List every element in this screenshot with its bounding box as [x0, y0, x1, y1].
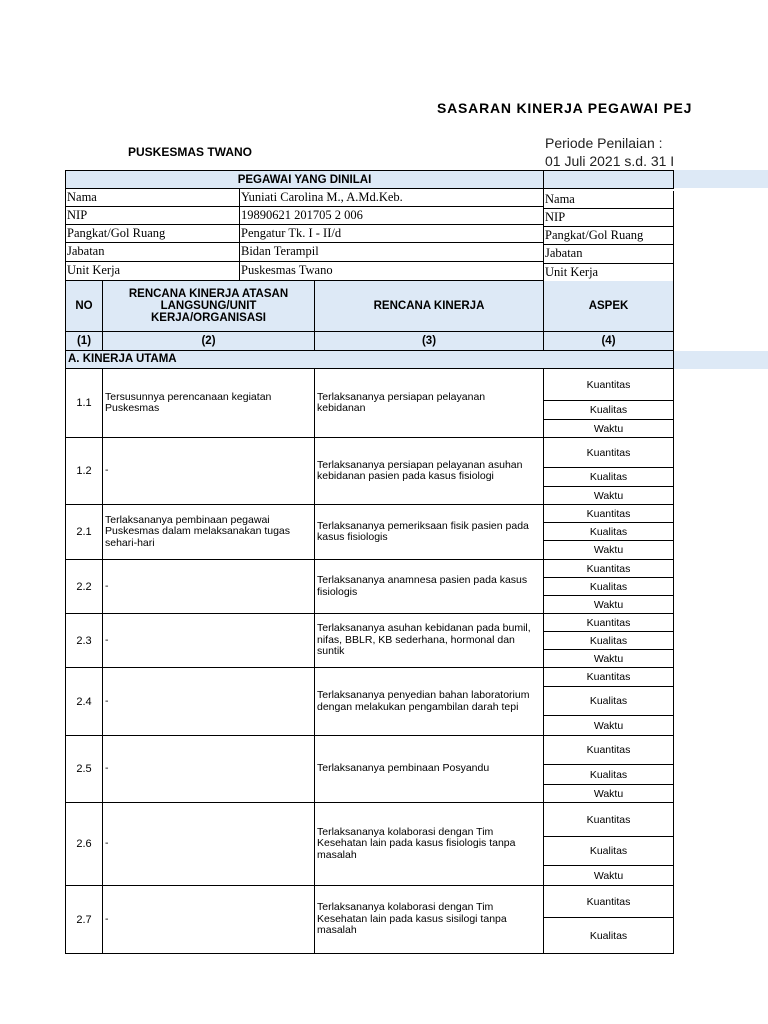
aspect-kualitas: Kualitas — [544, 401, 674, 420]
col-aspek: ASPEK — [544, 281, 674, 332]
row-number: 2.5 — [66, 736, 103, 803]
row-rencana: Terlaksananya persiapan pelayanan asuhan kebidanan pasien pada kasus fisiologi — [315, 438, 544, 505]
aspect-kuantitas: Kuantitas — [544, 369, 674, 401]
row-rencana: Terlaksananya pembinaan Posyandu — [315, 736, 544, 803]
aspect-kualitas: Kualitas — [544, 632, 674, 650]
pegawai-value: Puskesmas Twano — [240, 262, 544, 281]
aspect-kuantitas: Kuantitas — [544, 560, 674, 578]
pegawai-label: Unit Kerja — [66, 262, 240, 281]
aspect-kualitas: Kualitas — [544, 837, 674, 866]
document-title: SASARAN KINERJA PEGAWAI PEJ — [437, 100, 693, 116]
pegawai-value: Yuniati Carolina M., A.Md.Keb. — [240, 189, 544, 207]
aspect-waktu: Waktu — [544, 420, 674, 438]
row-rencana: Terlaksananya penyedian bahan laboratorium dengan melakukan pengambilan darah tepi — [315, 668, 544, 736]
row-atasan: - — [103, 886, 315, 954]
row-atasan: Terlaksananya pembinaan pegawai Puskesmas dalam melaksanakan tugas sehari-hari — [103, 505, 315, 560]
idx-atasan: (2) — [103, 332, 315, 351]
aspect-waktu: Waktu — [544, 716, 674, 736]
aspect-waktu: Waktu — [544, 785, 674, 803]
row-atasan: - — [103, 614, 315, 668]
aspect-kualitas: Kualitas — [544, 523, 674, 541]
row-rencana: Terlaksananya kolaborasi dengan Tim Kesehatan lain pada kasus fisiologis tanpa masalah — [315, 803, 544, 886]
section-kinerja-utama: A. KINERJA UTAMA — [66, 351, 674, 369]
pegawai-value: Bidan Terampil — [240, 243, 544, 262]
pegawai-label: NIP — [66, 207, 240, 225]
col-rencana: RENCANA KINERJA — [315, 281, 544, 332]
row-rencana: Terlaksananya asuhan kebidanan pada bumil, nifas, BBLR, KB sederhana, hormonal dan suntik — [315, 614, 544, 668]
pejabat-header — [544, 171, 674, 189]
aspect-kuantitas: Kuantitas — [544, 438, 674, 468]
col-atasan: RENCANA KINERJA ATASAN LANGSUNG/UNIT KERJA/ORGANISASI — [103, 281, 315, 332]
periode-range: 01 Juli 2021 s.d. 31 I — [545, 153, 675, 169]
aspect-waktu: Waktu — [544, 487, 674, 505]
row-atasan: Tersusunnya perencanaan kegiatan Puskesmas — [103, 369, 315, 438]
right-section-fill — [674, 351, 768, 369]
aspect-waktu: Waktu — [544, 541, 674, 560]
right-header-fill — [674, 170, 768, 188]
aspect-kuantitas: Kuantitas — [544, 668, 674, 687]
aspect-kuantitas: Kuantitas — [544, 886, 674, 918]
aspect-waktu: Waktu — [544, 596, 674, 614]
row-atasan: - — [103, 736, 315, 803]
row-number: 2.3 — [66, 614, 103, 668]
row-number: 2.4 — [66, 668, 103, 736]
pejabat-label: Unit Kerja — [544, 264, 674, 283]
aspect-kuantitas: Kuantitas — [544, 614, 674, 632]
row-number: 1.1 — [66, 369, 103, 438]
row-rencana: Terlaksananya pemeriksaan fisik pasien pada kasus fisiologis — [315, 505, 544, 560]
row-atasan: - — [103, 560, 315, 614]
aspect-kualitas: Kualitas — [544, 918, 674, 954]
aspect-waktu: Waktu — [544, 866, 674, 886]
row-atasan: - — [103, 438, 315, 505]
idx-no: (1) — [66, 332, 103, 351]
pegawai-header: PEGAWAI YANG DINILAI — [66, 171, 544, 189]
row-atasan: - — [103, 668, 315, 736]
aspect-kuantitas: Kuantitas — [544, 803, 674, 837]
row-number: 2.6 — [66, 803, 103, 886]
pegawai-label: Nama — [66, 189, 240, 207]
row-number: 2.2 — [66, 560, 103, 614]
row-rencana: Terlaksananya persiapan pelayanan kebidanan — [315, 369, 544, 438]
aspect-waktu: Waktu — [544, 650, 674, 668]
row-rencana: Terlaksananya anamnesa pasien pada kasus fisiologis — [315, 560, 544, 614]
row-number: 2.1 — [66, 505, 103, 560]
aspect-kuantitas: Kuantitas — [544, 505, 674, 523]
row-rencana: Terlaksananya kolaborasi dengan Tim Kesehatan lain pada kasus sisilogi tanpa masalah — [315, 886, 544, 954]
periode-label: Periode Penilaian : — [545, 135, 663, 151]
aspect-kualitas: Kualitas — [544, 578, 674, 596]
aspect-kualitas: Kualitas — [544, 468, 674, 487]
unit-name: PUSKESMAS TWANO — [128, 145, 253, 159]
aspect-kualitas: Kualitas — [544, 687, 674, 716]
row-number: 1.2 — [66, 438, 103, 505]
pegawai-label: Jabatan — [66, 243, 240, 262]
col-no: NO — [66, 281, 103, 332]
pegawai-value: Pengatur Tk. I - II/d — [240, 225, 544, 243]
aspect-kualitas: Kualitas — [544, 765, 674, 785]
pegawai-label: Pangkat/Gol Ruang — [66, 225, 240, 243]
pejabat-label: Nama — [544, 191, 674, 209]
idx-rencana: (3) — [315, 332, 544, 351]
pejabat-label: Jabatan — [544, 245, 674, 264]
pejabat-label: Pangkat/Gol Ruang — [544, 227, 674, 245]
pegawai-value: 19890621 201705 2 006 — [240, 207, 544, 225]
pejabat-label: NIP — [544, 209, 674, 227]
idx-aspek: (4) — [544, 332, 674, 351]
row-atasan: - — [103, 803, 315, 886]
aspect-kuantitas: Kuantitas — [544, 736, 674, 765]
row-number: 2.7 — [66, 886, 103, 954]
